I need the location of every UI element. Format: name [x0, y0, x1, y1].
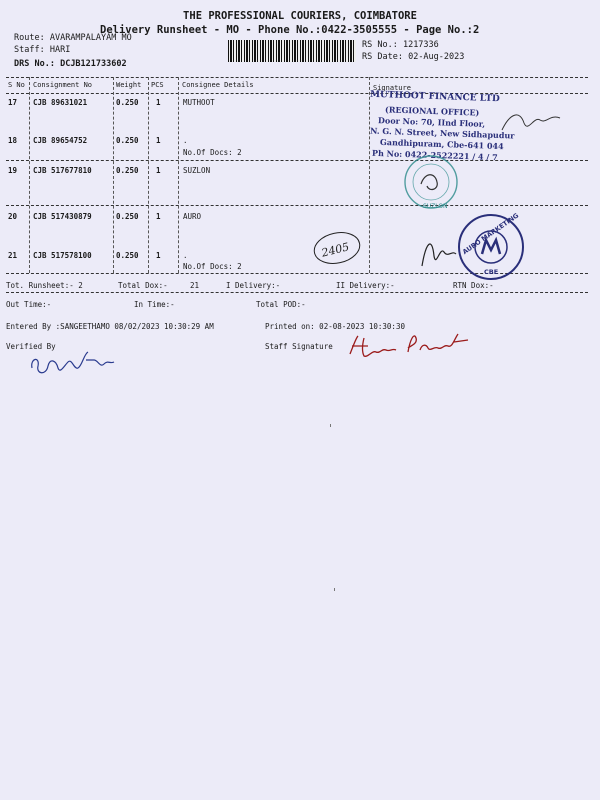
row-pcs: 1 — [156, 212, 161, 221]
drs-value: DCJB121733602 — [60, 59, 127, 69]
row-consignment: CJB 517430879 — [33, 212, 92, 221]
row-consignment: CJB 89654752 — [33, 136, 88, 145]
rs-no-line — [362, 40, 439, 50]
staff-line — [14, 45, 70, 55]
row-sno: 17 — [8, 98, 18, 107]
in-time: In Time:- — [134, 300, 175, 309]
row-docs: No.Of Docs: 2 — [183, 148, 242, 157]
row-weight: 0.250 — [116, 212, 139, 221]
row-sno: 19 — [8, 166, 18, 175]
staff-signature-label: Staff Signature — [265, 342, 333, 351]
row-weight: 0.250 — [116, 166, 139, 175]
i-delivery: I Delivery:- — [226, 281, 281, 290]
scan-speck — [334, 588, 335, 591]
col-header-signature: Signature — [373, 84, 411, 92]
drs-line — [14, 59, 127, 69]
verified-by-label: Verified By — [6, 342, 56, 351]
handwritten-number: 2405 — [320, 240, 351, 260]
row-weight: 0.250 — [116, 251, 139, 260]
row-pcs: 1 — [156, 136, 161, 145]
col-header-consignee: Consignee Details — [182, 81, 254, 89]
barcode — [228, 40, 356, 62]
table-header-rule — [6, 93, 588, 94]
row-rule — [6, 160, 588, 161]
entered-by: Entered By :SANGEETHAMO 08/02/2023 10:30:29 AM — [6, 322, 214, 331]
row-sno: 20 — [8, 212, 18, 221]
col-header-consignment: Consignment No — [33, 81, 93, 89]
muthoot-signature — [500, 108, 570, 138]
col-header-sno: S No — [8, 81, 25, 89]
auro-stamp-text: AURO MARKETING — [461, 211, 521, 257]
col-divider — [113, 77, 114, 273]
col-header-pcs: PCS — [151, 81, 164, 89]
row-docs: No.Of Docs: 2 — [183, 262, 242, 271]
drs-label: DRS No.: — [14, 59, 55, 69]
total-dox-value: 21 — [190, 281, 200, 290]
staff-value: HARI — [49, 45, 71, 55]
row-consignment: CJB 89631021 — [33, 98, 88, 107]
muthoot-stamp-line2: (REGIONAL OFFICE) — [384, 104, 480, 118]
row-consignee: . — [183, 136, 188, 145]
muthoot-stamp-line1: MUTHOOT FINANCE LTD — [369, 89, 500, 105]
col-divider — [29, 77, 30, 273]
row-pcs: 1 — [156, 166, 161, 175]
muthoot-stamp-line6: Ph No: 0422-2522221 / 4 / 7 — [371, 147, 498, 163]
auro-stamp-bottom-text: CBE — [484, 268, 499, 276]
row-pcs: 1 — [156, 98, 161, 107]
staff-signature — [346, 328, 486, 362]
col-header-weight: Weight — [116, 81, 142, 89]
row-consignee: MUTHOOT — [183, 98, 215, 107]
col-divider — [178, 77, 179, 273]
muthoot-stamp-line3: Door No: 70, IInd Floor, — [377, 115, 486, 129]
scan-speck — [330, 424, 331, 427]
row-consignee: SUZLON — [183, 166, 211, 175]
auro-stamp — [456, 212, 526, 282]
rs-date-label: RS Date: — [362, 52, 403, 62]
tot-runsheet: Tot. Runsheet:- 2 — [6, 281, 83, 290]
ii-delivery: II Delivery:- — [336, 281, 395, 290]
col-divider — [148, 77, 149, 273]
rs-no-label: RS No.: — [362, 40, 398, 50]
suzlon-stamp-text: SUZLON — [423, 203, 448, 210]
row-consignment: CJB 517677810 — [33, 166, 92, 175]
row-weight: 0.250 — [116, 136, 139, 145]
row-weight: 0.250 — [116, 98, 139, 107]
verified-by-signature — [28, 346, 118, 380]
handwritten-number-circle — [312, 230, 362, 266]
rs-no-value: 1217336 — [402, 40, 439, 50]
row-consignment: CJB 517578100 — [33, 251, 92, 260]
rs-date-line — [362, 52, 464, 62]
route-value: AVARAMPALAYAM MO — [49, 33, 132, 43]
route-line — [14, 33, 132, 43]
out-time: Out Time:- — [6, 300, 52, 309]
row-pcs: 1 — [156, 251, 161, 260]
totals-rule — [6, 292, 588, 293]
auro-signature — [418, 232, 458, 272]
printed-on: Printed on: 02-08-2023 10:30:30 — [265, 322, 405, 331]
table-top-rule — [6, 77, 588, 78]
route-label: Route: — [14, 33, 45, 43]
row-consignee: . — [183, 251, 188, 260]
staff-label: Staff: — [14, 45, 45, 55]
muthoot-stamp-line4: N. G. N. Street, New Sidhapudur — [369, 125, 515, 141]
muthoot-stamp-line5: Gandhipuram, Cbe-641 044 — [379, 136, 504, 152]
rs-date-value: 02-Aug-2023 — [408, 52, 465, 62]
total-pod: Total POD:- — [256, 300, 306, 309]
row-rule — [6, 205, 588, 206]
runsheet-title: Delivery Runsheet - MO - Phone No.:0422-3505555 - Page No.:2 — [100, 24, 480, 36]
suzlon-stamp — [393, 152, 469, 212]
row-sno: 21 — [8, 251, 18, 260]
company-title: THE PROFESSIONAL COURIERS, COIMBATORE — [183, 10, 417, 22]
row-sno: 18 — [8, 136, 18, 145]
rtn-dox: RTN Dox:- — [453, 281, 494, 290]
total-dox-label: Total Dox:- — [118, 281, 168, 290]
row-consignee: AURO — [183, 212, 202, 221]
col-divider — [369, 77, 370, 273]
